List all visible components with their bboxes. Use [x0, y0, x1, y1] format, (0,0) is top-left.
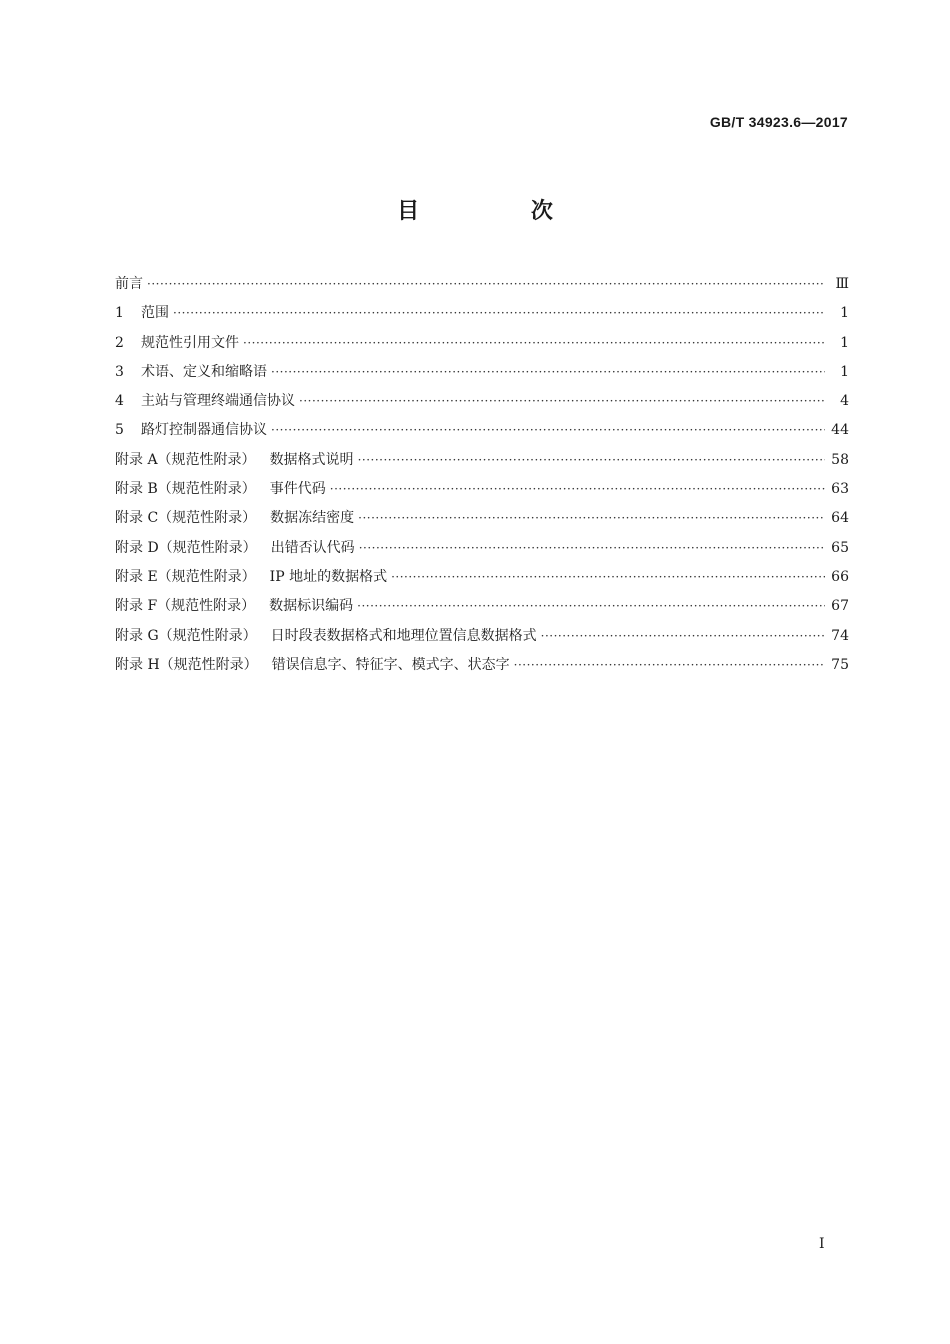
standard-code: GB/T 34923.6—2017 [709, 114, 848, 130]
toc-leader-dots [357, 592, 825, 621]
toc-entry-label: 前言 [115, 276, 143, 292]
page-number: Ⅰ [819, 1236, 825, 1252]
toc-appendix-label: 附录 H（规范性附录） [115, 656, 258, 673]
toc-entry-controller-protocol[interactable] [115, 416, 849, 445]
toc-entry-number: 1 [115, 305, 124, 322]
toc-entry-label: 事件代码 [269, 481, 326, 498]
toc-appendix-label: 附录 G（规范性附录） [115, 627, 257, 644]
toc-leader-dots [147, 270, 825, 299]
toc-appendix-label: 附录 B（规范性附录） [115, 481, 256, 498]
toc-entry-number: 4 [115, 393, 124, 410]
toc-entry-page: 1 [840, 334, 849, 351]
toc-entry-appendix-b[interactable] [115, 475, 849, 504]
toc-entry-terms[interactable] [115, 358, 849, 387]
toc-entry-page: 1 [840, 305, 849, 322]
toc-entry-page: 66 [831, 568, 849, 585]
toc-leader-dots [243, 329, 825, 358]
toc-entry-appendix-g[interactable] [115, 622, 849, 651]
toc-leader-dots [541, 622, 825, 651]
toc-appendix-label: 附录 D（规范性附录） [115, 539, 257, 556]
toc-entry-label: 术语、定义和缩略语 [141, 363, 267, 380]
toc-entry-normative-references[interactable] [115, 329, 849, 358]
toc-entry-label: 出错否认代码 [270, 539, 355, 556]
toc-entry-label: 日时段表数据格式和地理位置信息数据格式 [270, 627, 537, 644]
toc-entry-label: 范围 [141, 305, 169, 322]
toc-leader-dots [299, 387, 825, 416]
toc-appendix-label: 附录 E（规范性附录） [115, 568, 256, 585]
toc-appendix-label: 附录 C（规范性附录） [115, 510, 257, 527]
toc-entry-page: 1 [840, 363, 849, 380]
toc-entry-number: 5 [115, 422, 124, 439]
toc-entry-label: IP 地址的数据格式 [269, 568, 388, 585]
toc-entry-page: 58 [831, 451, 849, 468]
toc-entry-foreword[interactable] [115, 270, 849, 299]
toc-entry-page: 75 [831, 656, 849, 673]
toc-appendix-label: 附录 F（规范性附录） [115, 598, 256, 615]
toc-entry-page: Ⅲ [835, 276, 849, 292]
toc-entry-appendix-e[interactable] [115, 563, 849, 592]
toc-entry-page: 65 [831, 539, 849, 556]
toc-leader-dots [359, 534, 825, 563]
toc-leader-dots [514, 651, 825, 680]
toc-entry-label: 主站与管理终端通信协议 [141, 393, 295, 410]
toc-entry-appendix-f[interactable] [115, 592, 849, 621]
toc-entry-appendix-c[interactable] [115, 504, 849, 533]
toc-entry-number: 2 [115, 334, 124, 351]
toc-entry-page: 74 [831, 627, 849, 644]
toc-entry-page: 67 [831, 598, 849, 615]
toc-entry-label: 路灯控制器通信协议 [141, 422, 267, 439]
toc-entry-label: 规范性引用文件 [141, 334, 239, 351]
toc-entry-master-station-protocol[interactable] [115, 387, 849, 416]
toc-entry-label: 错误信息字、特征字、模式字、状态字 [271, 656, 510, 673]
toc-entry-page: 44 [831, 422, 849, 439]
toc-entry-label: 数据冻结密度 [270, 510, 355, 527]
toc-appendix-label: 附录 A（规范性附录） [115, 451, 256, 468]
toc-leader-dots [358, 504, 825, 533]
toc-leader-dots [173, 299, 825, 328]
toc-entry-scope[interactable] [115, 299, 849, 328]
toc-entry-appendix-h[interactable] [115, 651, 849, 680]
page-title: 目 次 [397, 199, 605, 224]
toc-entry-appendix-d[interactable] [115, 534, 849, 563]
toc-entry-page: 63 [831, 481, 849, 498]
toc-leader-dots [391, 563, 825, 592]
toc-entry-number: 3 [115, 363, 124, 380]
toc-leader-dots [330, 475, 825, 504]
toc-entry-label: 数据标识编码 [269, 598, 354, 615]
table-of-contents [115, 270, 849, 680]
toc-leader-dots [271, 416, 825, 445]
toc-entry-page: 4 [840, 393, 849, 410]
toc-entry-appendix-a[interactable] [115, 446, 849, 475]
toc-leader-dots [271, 358, 825, 387]
toc-entry-page: 64 [831, 510, 849, 527]
toc-leader-dots [358, 446, 825, 475]
toc-entry-label: 数据格式说明 [269, 451, 354, 468]
